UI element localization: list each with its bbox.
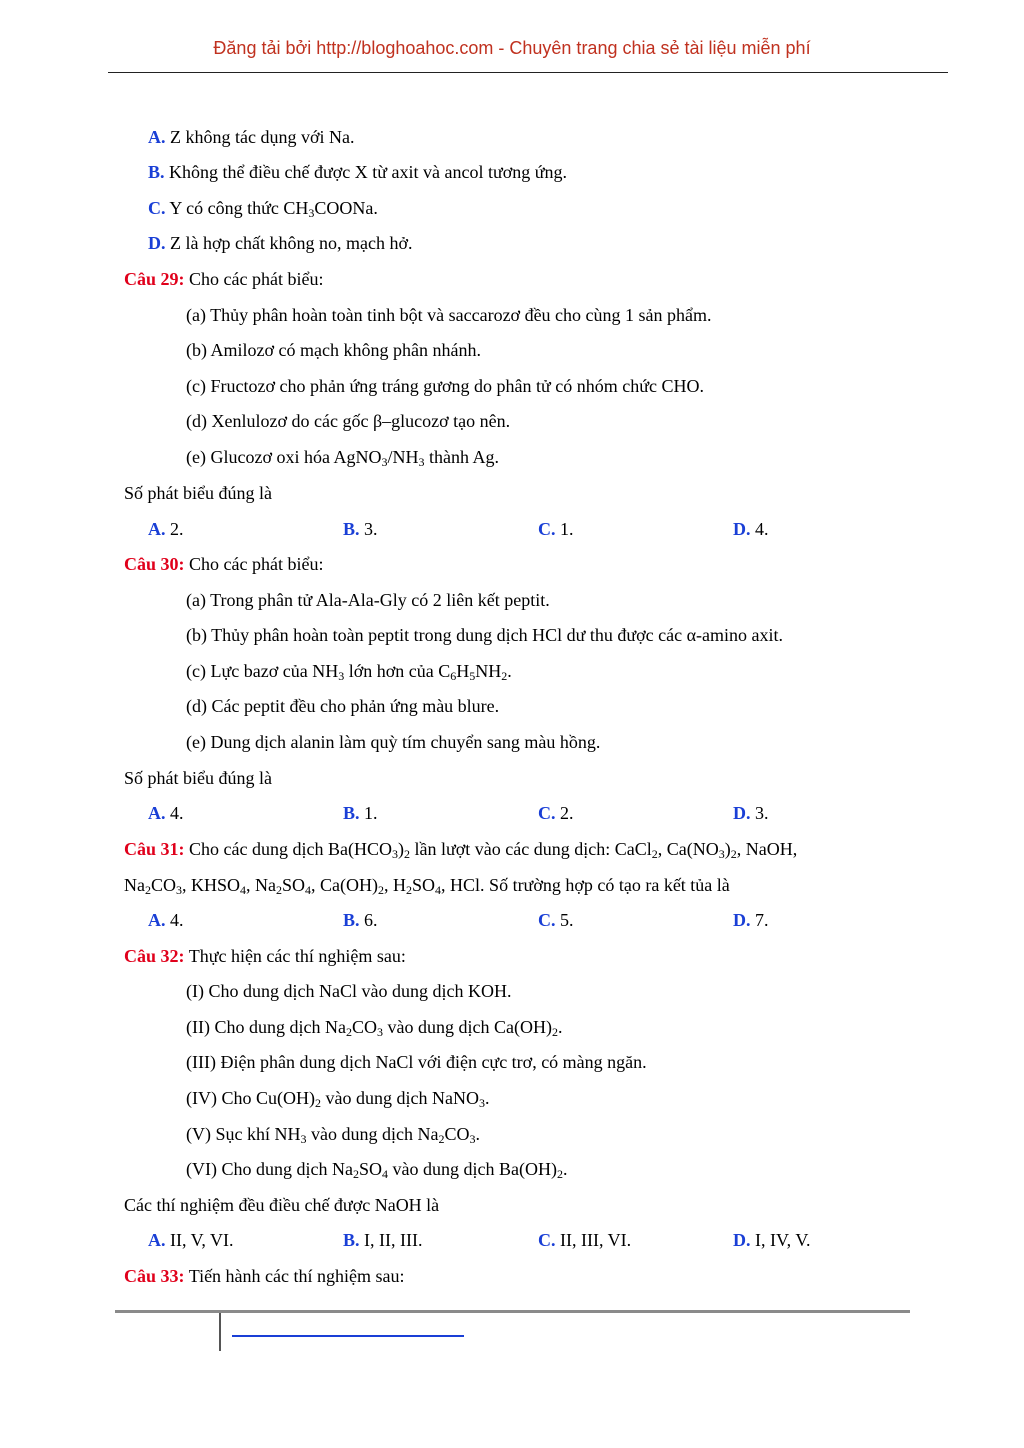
q29-option-d: D. 4. — [733, 519, 769, 539]
q29-statement-a: (a) Thủy phân hoàn toàn tinh bột và saccarozơ đều cho cùng 1 sản phẩm. — [186, 305, 712, 325]
question-30-stem: Câu 30: Cho các phát biểu: — [124, 554, 324, 574]
q31-option-a: A. 4. — [148, 910, 184, 930]
q30-ask: Số phát biểu đúng là — [124, 768, 272, 788]
prev-option-b: B. Không thể điều chế được X từ axit và ancol tương ứng. — [148, 162, 567, 182]
question-32-stem: Câu 32: Thực hiện các thí nghiệm sau: — [124, 946, 406, 966]
question-33-label: Câu 33: — [124, 1266, 185, 1286]
prev-option-c: C. Y có công thức $CH_3COONa$. — [148, 198, 378, 220]
q29-option-b: B. 3. — [343, 519, 378, 539]
q32-experiment-3: (III) Điện phân dung dịch NaCl với điện cực trơ, có màng ngăn. — [186, 1052, 647, 1072]
q32-option-a: A. II, V, VI. — [148, 1230, 234, 1250]
question-33-stem: Câu 33: Tiến hành các thí nghiệm sau: — [124, 1266, 405, 1286]
q29-ask: Số phát biểu đúng là — [124, 483, 272, 503]
q29-statement-d: (d) Xenlulozơ do các gốc β–glucozơ tạo nên. — [186, 411, 511, 431]
footer-vertical-rule — [219, 1313, 221, 1351]
question-29-stem: Câu 29: Cho các phát biểu: — [124, 269, 324, 289]
q32-option-d: D. I, IV, V. — [733, 1230, 811, 1250]
question-31-label: Câu 31: — [124, 839, 185, 859]
q30-option-c: C. 2. — [538, 803, 574, 823]
q32-ask: Các thí nghiệm đều điều chế được NaOH là — [124, 1195, 440, 1215]
q32-experiment-1: (I) Cho dung dịch NaCl vào dung dịch KOH. — [186, 981, 512, 1001]
q31-option-d: D. 7. — [733, 910, 769, 930]
q30-statement-b: (b) Thủy phân hoàn toàn peptit trong dung dịch HCl dư thu được các α-amino axit. — [186, 625, 784, 645]
q29-statement-b: (b) Amilozơ có mạch không phân nhánh. — [186, 340, 481, 360]
question-31-stem-continued: $Na_2CO_3$, $KHSO_4$, $Na_2SO_4$, $Ca(OH)_2$, $H_2SO_4$, HCl. Số trường hợp có tạo ra kết tủa là — [124, 875, 730, 897]
q30-statement-a: (a) Trong phân tử Ala-Ala-Gly có 2 liên kết peptit. — [186, 590, 550, 610]
q32-experiment-2: (II) Cho dung dịch $Na_2CO_3$ vào dung dịch $Ca(OH)_2$. — [186, 1017, 563, 1039]
q32-option-b: B. I, II, III. — [343, 1230, 423, 1250]
question-30-label: Câu 30: — [124, 554, 185, 574]
q29-statement-c: (c) Fructozơ cho phản ứng tráng gương do phân tử có nhóm chức CHO. — [186, 376, 704, 396]
q29-statement-e: (e) Glucozơ oxi hóa $AgNO_3/NH_3$ thành Ag. — [186, 447, 499, 469]
prev-option-a: A. Z không tác dụng với Na. — [148, 127, 355, 147]
q30-statement-e: (e) Dung dịch alanin làm quỳ tím chuyển sang màu hồng. — [186, 732, 601, 752]
q30-statement-d: (d) Các peptit đều cho phản ứng màu blure. — [186, 696, 500, 716]
footer-divider — [115, 1310, 910, 1313]
q32-option-c: C. II, III, VI. — [538, 1230, 632, 1250]
q30-option-b: B. 1. — [343, 803, 378, 823]
q30-option-d: D. 3. — [733, 803, 769, 823]
q32-experiment-5: (V) Sục khí $NH_3$ vào dung dịch $Na_2CO_3$. — [186, 1124, 480, 1146]
question-29-label: Câu 29: — [124, 269, 185, 289]
q30-statement-c: (c) Lực bazơ của $NH_3$ lớn hơn của $C_6H_5NH_2$. — [186, 661, 512, 683]
prev-option-d: D. Z là hợp chất không no, mạch hở. — [148, 233, 413, 253]
q31-option-c: C. 5. — [538, 910, 574, 930]
q31-option-b: B. 6. — [343, 910, 378, 930]
q29-option-c: C. 1. — [538, 519, 574, 539]
question-31-stem: Câu 31: Cho các dung dịch $Ba(HCO_3)_2$ lần lượt vào các dung dịch: CaCl$_2$, $Ca(NO_3)_2$, NaOH, — [124, 839, 798, 861]
question-32-label: Câu 32: — [124, 946, 185, 966]
q29-option-a: A. 2. — [148, 519, 184, 539]
q32-experiment-4: (IV) Cho $Cu(OH)_2$ vào dung dịch NaNO$_3$. — [186, 1088, 490, 1110]
site-header: Đăng tải bởi http://bloghoahoc.com - Chuyên trang chia sẻ tài liệu miễn phí — [213, 38, 811, 58]
q32-experiment-6: (VI) Cho dung dịch $Na_2SO_4$ vào dung dịch $Ba(OH)_2$. — [186, 1159, 568, 1181]
footer-blue-rule — [232, 1335, 464, 1337]
q30-option-a: A. 4. — [148, 803, 184, 823]
header-divider — [108, 72, 948, 73]
